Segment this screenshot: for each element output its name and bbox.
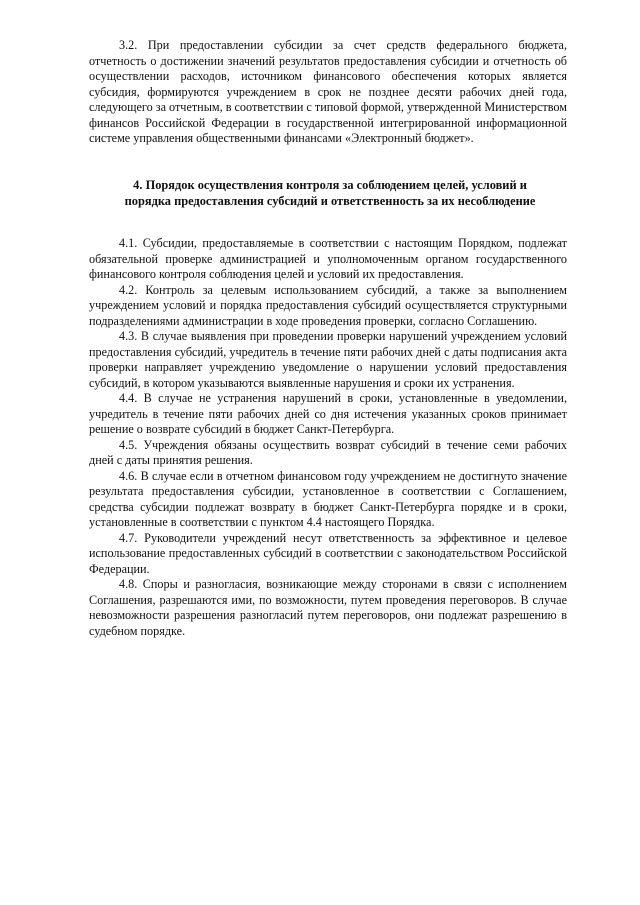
paragraph-4-5: 4.5. Учреждения обязаны осуществить возврат субсидий в течение семи рабочих дней с даты принятия решения.: [89, 437, 567, 467]
paragraph-3-2: 3.2. При предоставлении субсидии за счет средств федерального бюджета, отчетность о достижении значений результатов предоставления субсидии и отчетность об осуществлении расходов, источником финансового обеспечения которых является субсидия, формируются учреждением в срок не позднее десяти рабочих дней года, следующего за отчетным, в соответствии с типовой формой, утвержденной Министерством финансов Российской Федерации в государственной интегрированной информационной системе управления общественными финансами «Электронный бюджет».: [89, 38, 567, 145]
paragraph-4-4: 4.4. В случае не устранения нарушений в сроки, установленные в уведомлении, учредитель в течение пяти рабочих дней со дня истечения указанных сроков принимает решение о возврате субсидий в бюджет Санкт-Петербурга.: [89, 391, 567, 436]
paragraph-4-2: 4.2. Контроль за целевым использованием субсидий, а также за выполнением учреждением условий и порядка предоставления субсидий осуществляется структурными подразделениями администрации в ходе проведения проверки, согласно Соглашению.: [89, 282, 567, 328]
section-heading: 4. Порядок осуществления контроля за соблюдением целей, условий и порядка предоставления субсидий и ответственность за их несоблюдение: [124, 178, 536, 208]
paragraph-4-3: 4.3. В случае выявления при проведении проверки нарушений учреждением условий предоставления субсидий, учредитель в течение пяти рабочих дней с даты подписания акта проверки направляет учреждению уведомление о нарушении условий предоставления субсидий, в котором указываются выявленные нарушения и сроки их устранения.: [89, 329, 567, 390]
paragraph-4-7: 4.7. Руководители учреждений несут ответственность за эффективное и целевое использование предоставленных субсидий в соответствии с законодательством Российской Федерации.: [89, 530, 567, 576]
paragraph-4-8: 4.8. Споры и разногласия, возникающие между сторонами в связи с исполнением Соглашения, разрешаются ими, по возможности, путем проведения переговоров. В случае невозможности разрешения разногласий путем переговоров, они подлежат разрешению в судебном порядке.: [89, 577, 567, 638]
section-4-body: [89, 236, 567, 639]
paragraph-4-6: 4.6. В случае если в отчетном финансовом году учреждением не достигнуто значение результата предоставления субсидии, установленное в соответствии с Соглашением, средства субсидии подлежат возврату в бюджет Санкт-Петербурга порядке и в сроки, установленные в соответствии с пунктом 4.4 настоящего Порядка.: [89, 468, 567, 529]
paragraph-4-1: 4.1. Субсидии, предоставляемые в соответствии с настоящим Порядком, подлежат обязательной проверке администрацией и уполномоченным органом государственного финансового контроля соблюдения целей и условий их предоставления.: [89, 236, 567, 281]
intro-section: [89, 38, 567, 147]
